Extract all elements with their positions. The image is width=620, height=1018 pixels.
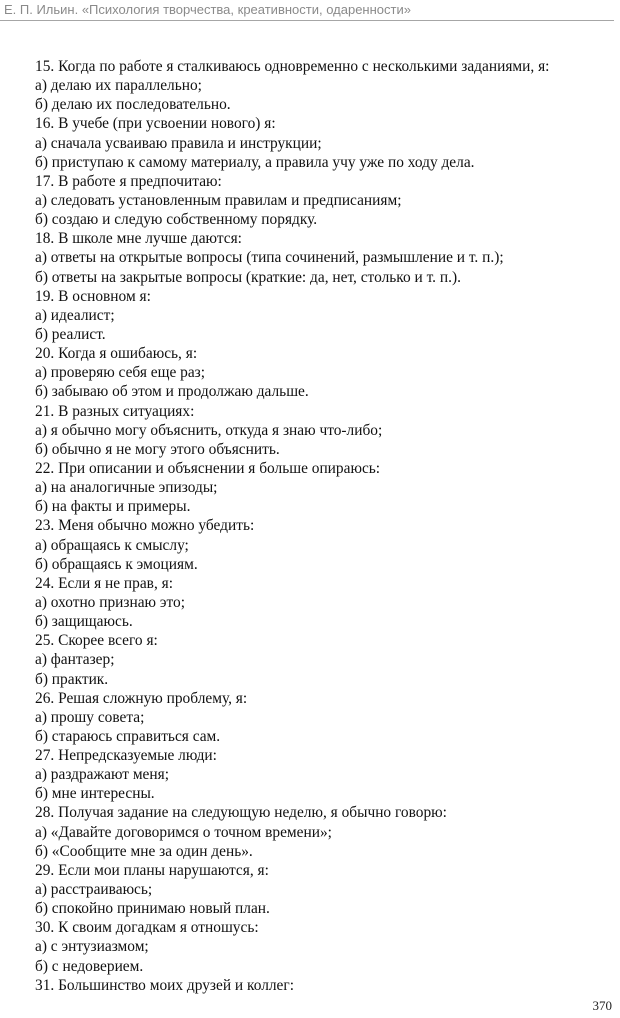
option-a: а) фантазер; xyxy=(35,651,115,669)
question-text: 16. В учебе (при усвоении нового) я: xyxy=(35,115,276,133)
option-a: а) «Давайте договоримся о точном времени»; xyxy=(35,823,332,841)
option-a: а) сначала усваиваю правила и инструкции; xyxy=(35,134,322,152)
question-text: 31. Большинство моих друзей и коллег: xyxy=(35,976,294,994)
option-b: б) с недоверием. xyxy=(35,957,144,975)
option-b: б) обращаясь к эмоциям. xyxy=(35,555,198,573)
option-b: б) мне интересны. xyxy=(35,785,155,803)
question-text: 30. К своим догадкам я отношусь: xyxy=(35,919,259,937)
option-b: б) приступаю к самому материалу, а правила учу уже по ходу дела. xyxy=(35,153,475,171)
question-text: 18. В школе мне лучше даются: xyxy=(35,230,242,248)
question-text: 26. Решая сложную проблему, я: xyxy=(35,689,248,707)
option-a: а) прошу совета; xyxy=(35,708,145,726)
question-text: 19. В основном я: xyxy=(35,287,151,305)
question-text: 15. Когда по работе я сталкиваюсь одновременно с несколькими заданиями, я: xyxy=(35,58,550,75)
option-a: а) с энтузиазмом; xyxy=(35,938,149,956)
option-b: б) делаю их последовательно. xyxy=(35,96,231,114)
question-text: 20. Когда я ошибаюсь, я: xyxy=(35,345,198,363)
question-text: 25. Скорее всего я: xyxy=(35,632,158,650)
option-b: б) реалист. xyxy=(35,325,106,343)
option-a: а) я обычно могу объяснить, откуда я знаю что-либо; xyxy=(35,421,383,439)
option-b: б) на факты и примеры. xyxy=(35,498,191,516)
option-a: а) раздражают меня; xyxy=(35,766,169,784)
option-a: а) ответы на открытые вопросы (типа сочинений, размышление и т. п.); xyxy=(35,249,504,267)
option-b: б) спокойно принимаю новый план. xyxy=(35,900,270,918)
header-divider xyxy=(0,20,614,21)
questionnaire-body xyxy=(35,57,610,995)
option-b: б) стараюсь справиться сам. xyxy=(35,727,221,745)
question-text: 28. Получая задание на следующую неделю, я обычно говорю: xyxy=(35,804,447,822)
option-a: а) следовать установленным правилам и предписаниям; xyxy=(35,191,402,209)
option-b: б) ответы на закрытые вопросы (краткие: да, нет, столько и т. п.). xyxy=(35,268,461,286)
question-text: 27. Непредсказуемые люди: xyxy=(35,747,217,765)
page-number: 370 xyxy=(592,998,612,1013)
option-b: б) «Сообщите мне за один день». xyxy=(35,842,253,860)
option-a: а) охотно признаю это; xyxy=(35,593,185,611)
option-b: б) забываю об этом и продолжаю дальше. xyxy=(35,383,309,401)
question-text: 29. Если мои планы нарушаются, я: xyxy=(35,861,269,879)
question-text: 21. В разных ситуациях: xyxy=(35,402,195,420)
option-b: б) защищаюсь. xyxy=(35,613,133,631)
option-b: б) практик. xyxy=(35,670,109,688)
option-a: а) делаю их параллельно; xyxy=(35,77,202,95)
option-a: а) проверяю себя еще раз; xyxy=(35,364,206,382)
question-text: 24. Если я не прав, я: xyxy=(35,574,174,592)
option-a: а) на аналогичные эпизоды; xyxy=(35,479,218,497)
option-a: а) идеалист; xyxy=(35,306,115,324)
question-text: 17. В работе я предпочитаю: xyxy=(35,172,222,190)
option-b: б) обычно я не могу этого объяснить. xyxy=(35,440,280,458)
question-text: 23. Меня обычно можно убедить: xyxy=(35,517,255,535)
option-a: а) обращаясь к смыслу; xyxy=(35,536,189,554)
option-b: б) создаю и следую собственному порядку. xyxy=(35,211,318,229)
question-text: 22. При описании и объяснении я больше опираюсь: xyxy=(35,459,381,477)
option-a: а) расстраиваюсь; xyxy=(35,881,153,899)
running-header: Е. П. Ильин. «Психология творчества, креативности, одаренности» xyxy=(4,2,411,17)
